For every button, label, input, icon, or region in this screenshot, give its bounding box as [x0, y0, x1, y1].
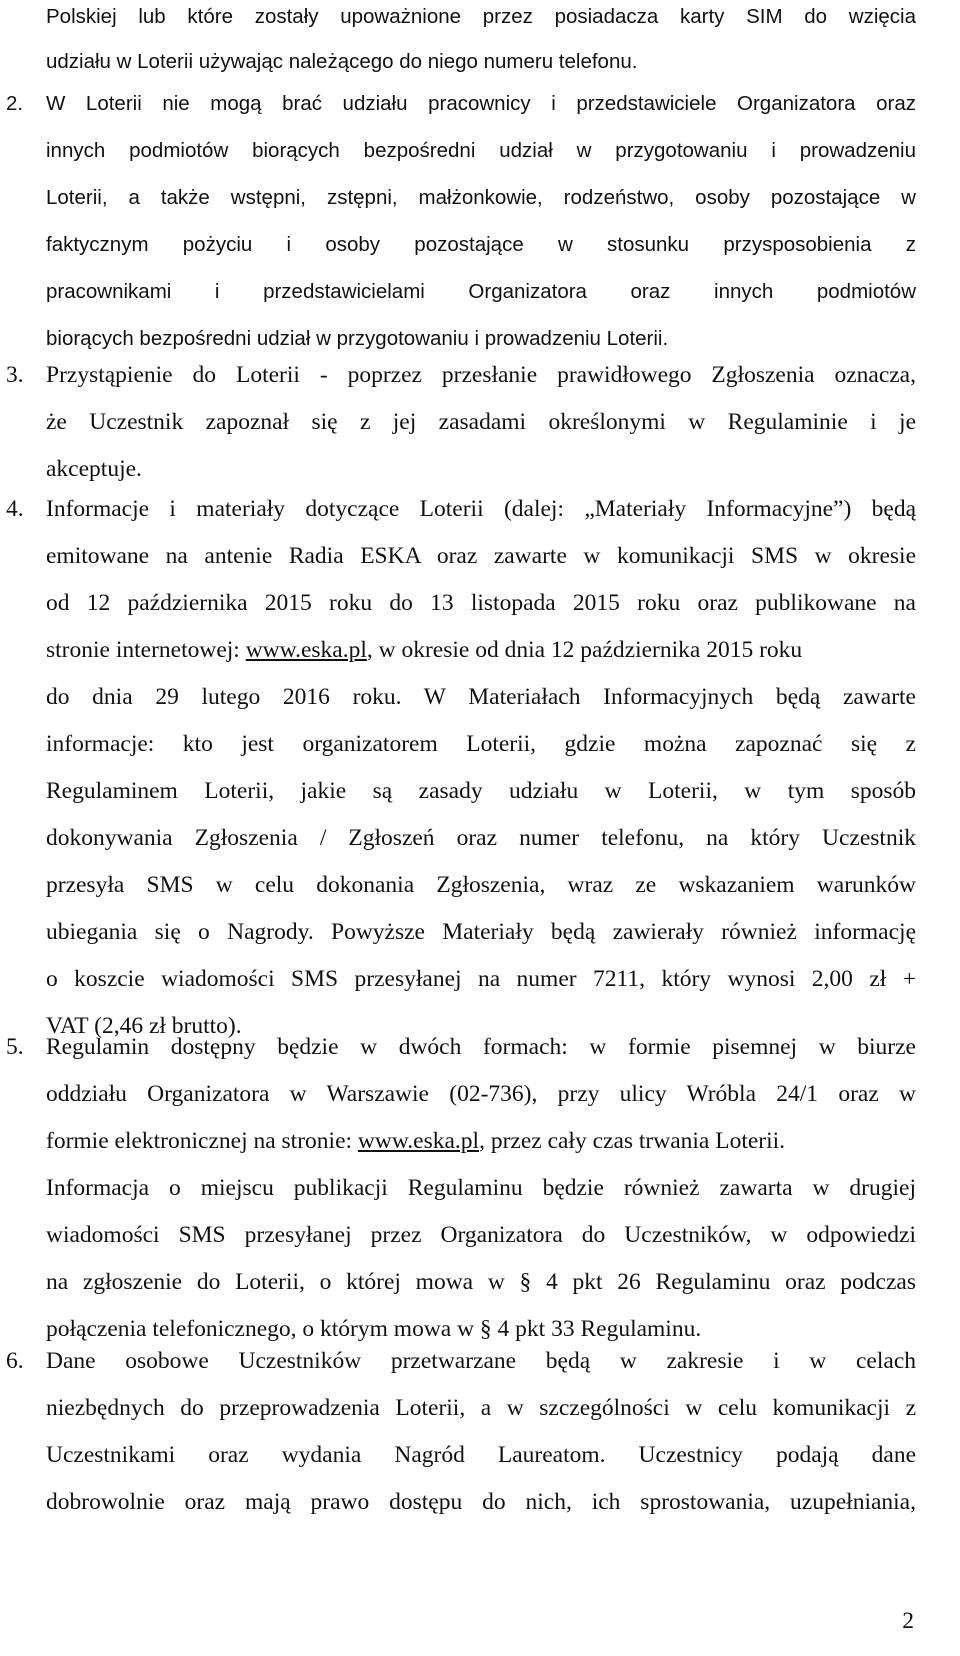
text-line: dobrowolnie oraz mają prawo dostępu do nich, ich sprostowania, uzupełniania, [46, 1489, 916, 1515]
item-number: 6. [6, 1348, 24, 1374]
text-line: że Uczestnik zapoznał się z jej zasadami określonymi w Regulaminie i je [46, 409, 916, 435]
item-number: 2. [6, 92, 24, 115]
text-line: oddziału Organizatora w Warszawie (02-736), przy ulicy Wróbla 24/1 oraz w [46, 1081, 916, 1107]
item-number: 5. [6, 1034, 24, 1060]
text-line: emitowane na antenie Radia ESKA oraz zawarte w komunikacji SMS w okresie [46, 543, 916, 569]
item-number: 3. [6, 362, 24, 388]
text-line: pracownikami i przedstawicielami Organizatora oraz innych podmiotów [46, 280, 916, 303]
text-line: Informacje i materiały dotyczące Loterii (dalej: „Materiały Informacyjne”) będą [46, 496, 916, 522]
text-line: Informacja o miejscu publikacji Regulaminu będzie również zawarta w drugiej [46, 1175, 916, 1201]
text-line: innych podmiotów biorących bezpośredni udział w przygotowaniu i prowadzeniu [46, 139, 916, 162]
list-item-6 [6, 1338, 916, 1526]
page-number: 2 [902, 1608, 914, 1634]
text-line: Loterii, a także wstępni, zstępni, małżonkowie, rodzeństwo, osoby pozostające w [46, 186, 916, 209]
text-line: Uczestnikami oraz wydania Nagród Laureatom. Uczestnicy podają dane [46, 1442, 916, 1468]
text-line: Regulaminem Loterii, jakie są zasady udziału w Loterii, w tym sposób [46, 778, 916, 804]
text-line: W Loterii nie mogą brać udziału pracownicy i przedstawiciele Organizatora oraz [46, 92, 916, 115]
item-number: 4. [6, 496, 24, 522]
text-line: ubiegania się o Nagrody. Powyższe Materiały będą zawierały również informację [46, 919, 916, 945]
text-line: o koszcie wiadomości SMS przesyłanej na numer 7211, który wynosi 2,00 zł + [46, 966, 916, 992]
text-line: faktycznym pożyciu i osoby pozostające w stosunku przysposobienia z [46, 233, 916, 256]
text-line: Polskiej lub które zostały upoważnione przez posiadacza karty SIM do wzięcia [46, 5, 916, 28]
text-line: od 12 października 2015 roku do 13 listopada 2015 roku oraz publikowane na [46, 590, 916, 616]
text-line: przesyła SMS w celu dokonania Zgłoszenia, wraz ze wskazaniem warunków [46, 872, 916, 898]
text-fragment: formie elektronicznej na stronie: [46, 1128, 353, 1154]
text-line: biorących bezpośredni udział w przygotowaniu i prowadzeniu Loterii. [46, 327, 669, 350]
text-line: Przystąpienie do Loterii - poprzez przesłanie prawidłowego Zgłoszenia oznacza, [46, 362, 916, 388]
text-fragment: stronie internetowej: [46, 637, 240, 663]
text-fragment: , przez cały czas trwania Loterii. [479, 1128, 786, 1154]
text-line: akceptuje. [46, 456, 142, 482]
text-line-with-link [46, 627, 916, 674]
text-line: połączenia telefonicznego, o którym mowa w § 4 pkt 33 Regulaminu. [46, 1316, 702, 1342]
list-item-5 [6, 1024, 916, 1353]
text-line: udziału w Loterii używając należącego do niego numeru telefonu. [46, 50, 638, 73]
text-line: VAT (2,46 zł brutto). [46, 1013, 242, 1039]
eska-link[interactable]: www.eska.pl [357, 1128, 480, 1154]
text-line: wiadomości SMS przesyłanej przez Organizatora do Uczestników, w odpowiedzi [46, 1222, 916, 1248]
text-line: Dane osobowe Uczestników przetwarzane będą w zakresie i w celach [46, 1348, 916, 1374]
text-line: dokonywania Zgłoszenia / Zgłoszeń oraz numer telefonu, na który Uczestnik [46, 825, 916, 851]
list-item-4 [6, 486, 916, 1050]
text-line: na zgłoszenie do Loterii, o której mowa w § 4 pkt 26 Regulaminu oraz podczas [46, 1269, 916, 1295]
eska-link[interactable]: www.eska.pl [245, 637, 367, 663]
list-item-2 [6, 80, 916, 362]
text-line-with-link [46, 1118, 916, 1165]
text-line: Regulamin dostępny będzie w dwóch formach: w formie pisemnej w biurze [46, 1034, 916, 1060]
continuation-paragraph [46, 0, 916, 80]
text-fragment: , w okresie od dnia 12 października 2015 roku [366, 637, 803, 663]
list-item-3 [6, 352, 916, 493]
text-line: informacje: kto jest organizatorem Loterii, gdzie można zapoznać się z [46, 731, 916, 757]
text-line: niezbędnych do przeprowadzenia Loterii, a w szczególności w celu komunikacji z [46, 1395, 916, 1421]
text-line: do dnia 29 lutego 2016 roku. W Materiałach Informacyjnych będą zawarte [46, 684, 916, 710]
